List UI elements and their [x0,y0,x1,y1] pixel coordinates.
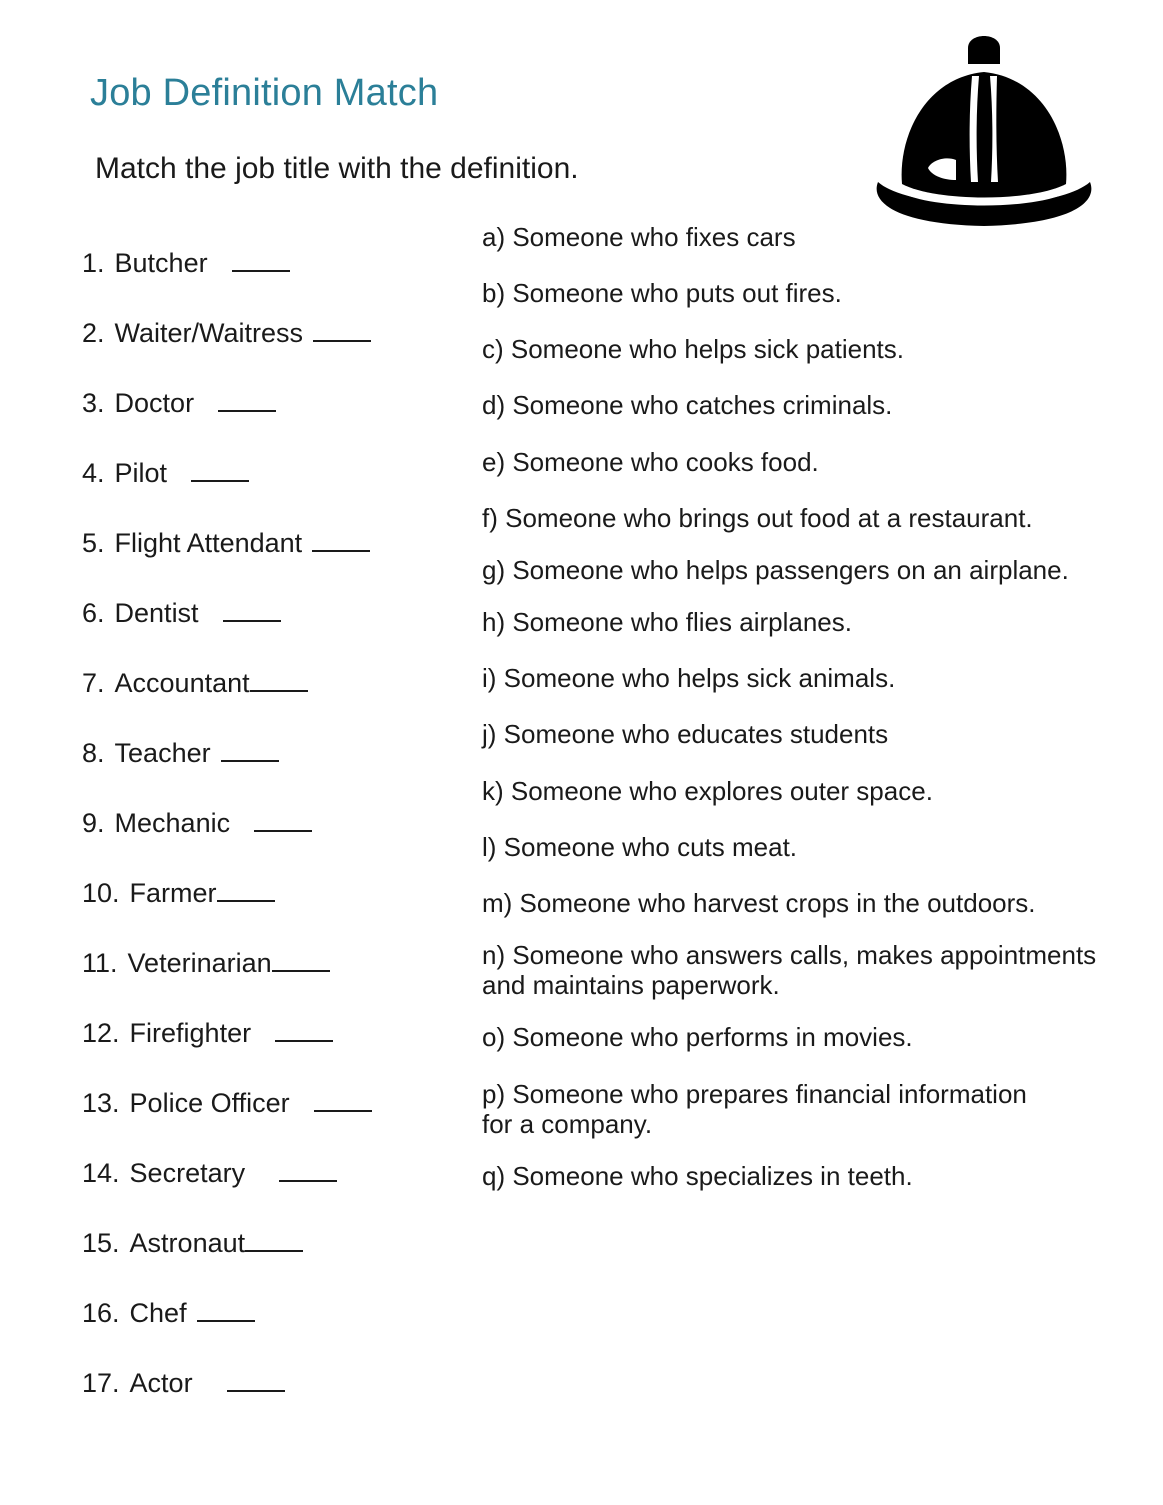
list-item[interactable] [82,598,472,668]
answer-blank[interactable] [221,740,279,762]
job-number: 14. [82,1158,120,1188]
answer-blank[interactable] [197,1300,255,1322]
answer-blank[interactable] [275,1020,333,1042]
answer-blank[interactable] [314,1090,372,1112]
answer-blank[interactable] [218,390,276,412]
list-item: n) Someone who answers calls, makes appointments and maintains paperwork. [482,940,1097,1001]
list-item[interactable] [82,1228,472,1298]
answer-blank[interactable] [313,320,371,342]
answer-blank[interactable] [217,880,275,902]
job-name: Chef [129,1298,187,1328]
list-item: o) Someone who performs in movies. [482,1022,913,1053]
job-name: Firefighter [129,1018,252,1048]
list-item: g) Someone who helps passengers on an airplane. [482,554,1069,585]
list-item[interactable] [82,668,472,738]
job-number: 3. [82,388,105,418]
list-item[interactable] [82,738,472,808]
job-title-list [82,248,472,1438]
page-title: Job Definition Match [90,72,439,114]
job-name: Mechanic [114,808,231,838]
list-item: l) Someone who cuts meat. [482,831,798,862]
job-number: 11. [82,948,118,978]
job-name: Dentist [114,598,199,628]
answer-blank[interactable] [254,810,312,832]
job-number: 1. [82,248,105,278]
job-number: 17. [82,1368,120,1398]
job-number: 16. [82,1298,120,1328]
list-item[interactable] [82,1018,472,1088]
job-number: 7. [82,668,105,698]
list-item: b) Someone who puts out fires. [482,278,842,309]
hard-hat-icon [872,34,1097,229]
list-item: c) Someone who helps sick patients. [482,334,904,365]
job-number: 6. [82,598,105,628]
job-name: Secretary [129,1158,246,1188]
job-number: 2. [82,318,105,348]
list-item: h) Someone who flies airplanes. [482,607,852,638]
list-item[interactable] [82,808,472,878]
answer-blank[interactable] [272,950,330,972]
list-item[interactable] [82,948,472,1018]
list-item: d) Someone who catches criminals. [482,390,893,421]
instruction-text: Match the job title with the definition. [95,152,579,185]
list-item[interactable] [82,878,472,948]
list-item[interactable] [82,1158,472,1228]
job-name: Veterinarian [127,948,272,978]
job-name: Actor [129,1368,193,1398]
job-name: Waiter/Waitress [114,318,304,348]
list-item: p) Someone who prepares financial information for a company. [482,1078,1027,1139]
job-number: 13. [82,1088,120,1118]
definition-list [482,222,1122,1217]
list-item: m) Someone who harvest crops in the outdoors. [482,887,1036,918]
list-item: a) Someone who fixes cars [482,222,796,252]
job-number: 9. [82,808,105,838]
list-item[interactable] [82,248,472,318]
answer-blank[interactable] [232,250,290,272]
list-item: f) Someone who brings out food at a restaurant. [482,502,1033,533]
answer-blank[interactable] [191,460,249,482]
job-name: Teacher [114,738,211,768]
job-number: 15. [82,1228,120,1258]
job-number: 5. [82,528,105,558]
list-item[interactable] [82,458,472,528]
job-number: 4. [82,458,105,488]
job-name: Astronaut [129,1228,246,1258]
job-name: Doctor [114,388,195,418]
answer-blank[interactable] [250,670,308,692]
list-item[interactable] [82,388,472,458]
answer-blank[interactable] [227,1370,285,1392]
list-item: k) Someone who explores outer space. [482,775,933,806]
job-number: 10. [82,878,120,908]
job-name: Flight Attendant [114,528,303,558]
list-item[interactable] [82,528,472,598]
list-item: i) Someone who helps sick animals. [482,663,896,694]
list-item[interactable] [82,1088,472,1158]
list-item: j) Someone who educates students [482,719,889,750]
answer-blank[interactable] [312,530,370,552]
job-name: Accountant [114,668,250,698]
answer-blank[interactable] [279,1160,337,1182]
job-name: Pilot [114,458,168,488]
job-number: 12. [82,1018,120,1048]
list-item[interactable] [82,1368,472,1438]
list-item: q) Someone who specializes in teeth. [482,1160,913,1191]
job-name: Butcher [114,248,208,278]
answer-blank[interactable] [245,1230,303,1252]
answer-blank[interactable] [223,600,281,622]
list-item[interactable] [82,318,472,388]
job-number: 8. [82,738,105,768]
job-name: Farmer [129,878,217,908]
list-item: e) Someone who cooks food. [482,446,819,477]
list-item[interactable] [82,1298,472,1368]
job-name: Police Officer [129,1088,290,1118]
